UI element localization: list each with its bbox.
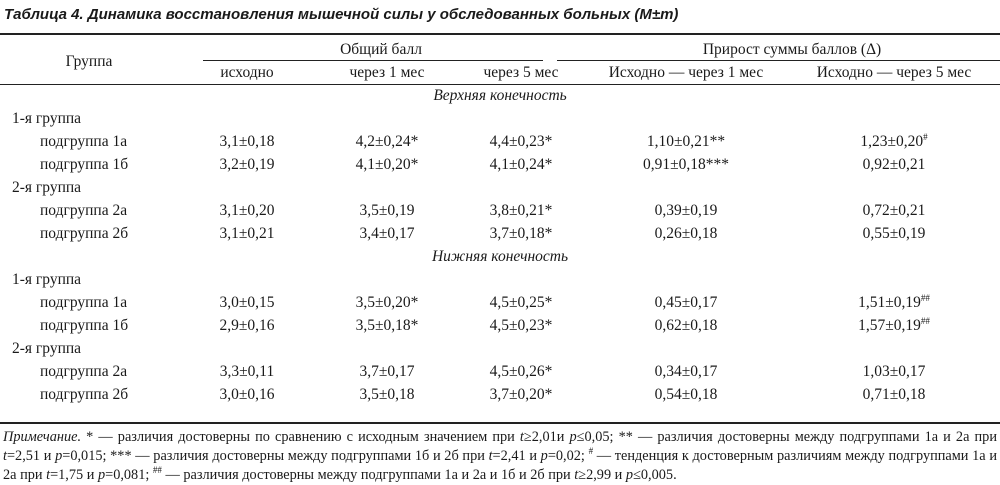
section-title: Верхняя конечность (433, 87, 567, 104)
header-row-1 (0, 38, 1000, 61)
note-var-t: t (488, 448, 493, 464)
cell-month1: 3,7±0,17 (359, 363, 415, 380)
header-total-score: Общий балл (340, 41, 422, 58)
cell-delta5-mark: ## (920, 316, 930, 326)
group-label: 2-я группа (12, 340, 82, 357)
table-row (0, 314, 1000, 337)
cell-delta5-value: 0,55±0,19 (862, 225, 926, 242)
cell-delta5 (788, 383, 1000, 406)
note-var-p: p (540, 448, 548, 464)
subgroup-label: подгруппа 1а (40, 294, 128, 311)
top-rule (0, 33, 1000, 35)
header-month1: через 1 мес (349, 64, 425, 81)
note-text: ≤0,005. (633, 467, 677, 483)
cell-baseline: 3,0±0,16 (219, 386, 275, 403)
cell-delta1: 1,10±0,21** (646, 133, 726, 150)
table-row (0, 153, 1000, 176)
cell-month1: 3,5±0,18 (359, 386, 415, 403)
cell-delta1: 0,45±0,17 (654, 294, 718, 311)
cell-month1: 4,1±0,20* (355, 156, 419, 173)
cell-delta5-value: 0,72±0,21 (862, 202, 926, 219)
cell-delta5 (788, 222, 1000, 245)
table-caption: Таблица 4. Динамика восстановления мышечной силы у обследованных больных (M±m) (4, 6, 679, 23)
cell-delta5-value: 1,23±0,20 (860, 133, 924, 150)
cell-delta5-value: 1,51±0,19 (858, 294, 921, 311)
subgroup-label: подгруппа 1а (40, 133, 128, 150)
cell-delta1: 0,91±0,18*** (643, 156, 730, 173)
note-var-p: p (55, 448, 63, 464)
table-note (3, 428, 997, 485)
note-var-t: t (3, 448, 7, 464)
cell-baseline: 3,1±0,21 (219, 225, 275, 242)
table-row (0, 383, 1000, 406)
cell-delta1: 0,54±0,18 (654, 386, 718, 403)
header-delta5: Исходно — через 5 мес (816, 64, 972, 81)
cell-month5: 4,5±0,26* (489, 363, 553, 380)
section-title: Нижняя конечность (431, 248, 569, 265)
cell-month1: 3,5±0,18* (355, 317, 419, 334)
subgroup-label: подгруппа 1б (40, 156, 129, 173)
note-text: ≥2,01и (523, 429, 570, 445)
cell-delta5 (788, 314, 1000, 337)
cell-delta1: 0,62±0,18 (654, 317, 718, 334)
table-body (0, 84, 1000, 406)
table-row (0, 130, 1000, 153)
cell-delta5-mark: ## (920, 293, 930, 303)
cell-delta5-mark: # (923, 132, 928, 142)
cell-delta1: 0,26±0,18 (654, 225, 718, 242)
header-baseline: исходно (220, 64, 274, 81)
cell-month5: 3,7±0,20* (489, 386, 553, 403)
cell-delta5 (788, 360, 1000, 383)
cell-month5: 4,4±0,23* (489, 133, 553, 150)
cell-month5: 4,5±0,25* (489, 294, 553, 311)
note-label: Примечание. (3, 429, 82, 445)
bottom-rule (0, 422, 1000, 424)
cell-baseline: 3,1±0,18 (219, 133, 275, 150)
note-text: — различия достоверны между подгруппами 1а и 2а и 1б и 2б при (161, 467, 575, 483)
note-var-p: p (97, 467, 106, 483)
cell-delta5-value: 0,92±0,21 (862, 156, 926, 173)
note-text: =2,51 и (6, 448, 56, 464)
group-label: 2-я группа (12, 179, 82, 196)
note-text: =0,081; (105, 467, 153, 483)
cell-delta5-value: 1,57±0,19 (858, 317, 921, 334)
subgroup-label: подгруппа 2а (40, 202, 128, 219)
cell-baseline: 2,9±0,16 (219, 317, 275, 334)
subgroup-label: подгруппа 2б (40, 386, 129, 403)
cell-delta1: 0,39±0,19 (654, 202, 718, 219)
cell-month5: 4,1±0,24* (489, 156, 553, 173)
cell-month5: 3,7±0,18* (489, 225, 553, 242)
note-text: * — различия достоверны по сравнению с исходным значением при (81, 429, 520, 445)
cell-baseline: 3,3±0,11 (219, 363, 275, 380)
note-text: =0,02; (547, 448, 589, 464)
results-table (0, 38, 1000, 406)
header-delta1: Исходно — через 1 мес (608, 64, 764, 81)
subgroup-label: подгруппа 2а (40, 363, 128, 380)
note-var-p: p (625, 467, 634, 483)
note-mark: # (588, 446, 594, 456)
cell-month1: 3,5±0,19 (359, 202, 415, 219)
group-row (0, 176, 1000, 199)
table-row (0, 199, 1000, 222)
group-label: 1-я группа (12, 110, 82, 127)
group-row (0, 337, 1000, 360)
cell-baseline: 3,2±0,19 (219, 156, 275, 173)
cell-baseline: 3,0±0,15 (219, 294, 275, 311)
table-row (0, 360, 1000, 383)
section-row-upper (0, 84, 1000, 107)
note-var-t: t (574, 467, 579, 483)
subgroup-label: подгруппа 1б (40, 317, 129, 334)
cell-month1: 4,2±0,24* (355, 133, 419, 150)
cell-delta5 (788, 291, 1000, 314)
header-increment: Прирост суммы баллов (Δ) (702, 41, 882, 58)
cell-delta5-value: 0,71±0,18 (862, 386, 926, 403)
note-text: ≥2,99 и (578, 467, 626, 483)
cell-delta1: 0,34±0,17 (654, 363, 718, 380)
cell-baseline: 3,1±0,20 (219, 202, 275, 219)
cell-delta5 (788, 199, 1000, 222)
cell-month5: 3,8±0,21* (489, 202, 553, 219)
note-text: =2,41 и (492, 448, 541, 464)
note-text: — тенденция к достоверным различиям между подгруппами 1а и 2а при (3, 448, 997, 483)
cell-month5: 4,5±0,23* (489, 317, 553, 334)
note-text: ≤0,05; ** — различия достоверны между подгруппами 1а и 2а при (576, 429, 997, 445)
note-var-t: t (46, 467, 51, 483)
cell-month1: 3,4±0,17 (359, 225, 415, 242)
subgroup-label: подгруппа 2б (40, 225, 129, 242)
note-text: =0,015; *** — различия достоверны между подгруппами 1б и 2б при (62, 448, 489, 464)
table-header (0, 38, 1000, 84)
table-row (0, 291, 1000, 314)
header-group: Группа (65, 52, 113, 70)
note-text: =1,75 и (50, 467, 98, 483)
header-month5: через 5 мес (483, 64, 559, 81)
cell-delta5 (788, 130, 1000, 153)
group-label: 1-я группа (12, 271, 82, 288)
cell-delta5-value: 1,03±0,17 (862, 363, 926, 380)
group-row (0, 268, 1000, 291)
cell-delta5 (788, 153, 1000, 176)
note-var-p: p (569, 429, 577, 445)
note-var-t: t (519, 429, 524, 445)
group-row (0, 107, 1000, 130)
table-row (0, 222, 1000, 245)
note-mark: ## (152, 465, 162, 475)
cell-month1: 3,5±0,20* (355, 294, 419, 311)
section-row-lower (0, 245, 1000, 268)
